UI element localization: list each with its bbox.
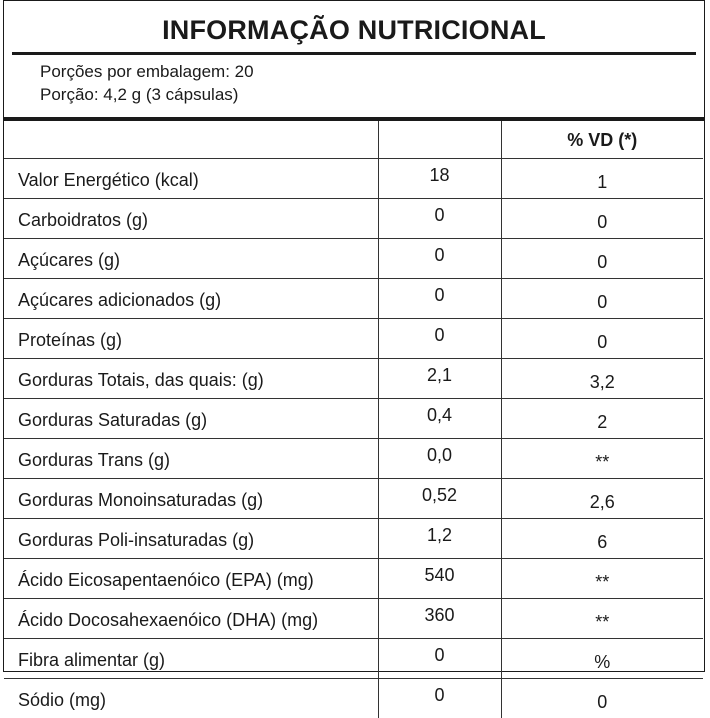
nutrient-vd-cell bbox=[501, 279, 703, 319]
nutrient-amount: 1,2 bbox=[427, 525, 452, 545]
nutrient-amount: 18 bbox=[429, 165, 449, 185]
nutrient-vd: 1 bbox=[597, 172, 607, 192]
label-title: INFORMAÇÃO NUTRICIONAL bbox=[4, 15, 704, 46]
nutrient-vd-cell bbox=[501, 359, 703, 399]
nutrient-amount-cell bbox=[378, 239, 501, 279]
nutrient-name: Gorduras Totais, das quais: (g) bbox=[4, 359, 378, 399]
nutrient-vd: 0 bbox=[597, 252, 607, 272]
nutrient-name: Açúcares (g) bbox=[4, 239, 378, 279]
nutrient-name: Sódio (mg) bbox=[4, 679, 378, 718]
nutrient-amount-cell bbox=[378, 319, 501, 359]
table-row bbox=[4, 559, 703, 599]
nutrient-vd: ** bbox=[595, 612, 609, 632]
nutrient-vd: 0 bbox=[597, 692, 607, 712]
servings-per-package: Porções por embalagem: 20 bbox=[40, 62, 254, 82]
nutrient-vd-cell bbox=[501, 519, 703, 559]
title-divider bbox=[12, 52, 696, 55]
table-row bbox=[4, 239, 703, 279]
table-row bbox=[4, 159, 703, 199]
nutrient-amount-cell bbox=[378, 359, 501, 399]
nutrient-vd: 3,2 bbox=[590, 372, 615, 392]
table-row bbox=[4, 319, 703, 359]
nutrient-amount: 0,4 bbox=[427, 405, 452, 425]
nutrient-vd-cell bbox=[501, 319, 703, 359]
nutrient-amount: 0 bbox=[434, 245, 444, 265]
nutrient-vd-cell bbox=[501, 439, 703, 479]
nutrient-vd: 2 bbox=[597, 412, 607, 432]
nutrient-vd: 2,6 bbox=[590, 492, 615, 512]
nutrient-amount-cell bbox=[378, 679, 501, 718]
nutrient-name: Gorduras Saturadas (g) bbox=[4, 399, 378, 439]
nutrient-vd-cell bbox=[501, 559, 703, 599]
nutrient-name: Ácido Eicosapentaenóico (EPA) (mg) bbox=[4, 559, 378, 599]
nutrient-vd-cell bbox=[501, 159, 703, 199]
nutrient-amount-cell bbox=[378, 639, 501, 679]
table-row bbox=[4, 399, 703, 439]
nutrient-name: Proteínas (g) bbox=[4, 319, 378, 359]
serving-size: Porção: 4,2 g (3 cápsulas) bbox=[40, 85, 238, 105]
nutrient-vd: % bbox=[594, 652, 610, 672]
nutrient-vd-cell bbox=[501, 199, 703, 239]
nutrient-vd: 0 bbox=[597, 292, 607, 312]
nutrient-name: Carboidratos (g) bbox=[4, 199, 378, 239]
nutrient-amount-cell bbox=[378, 599, 501, 639]
table-row bbox=[4, 199, 703, 239]
nutrient-amount: 0,52 bbox=[422, 485, 457, 505]
nutrient-name: Gorduras Trans (g) bbox=[4, 439, 378, 479]
nutrient-name: Açúcares adicionados (g) bbox=[4, 279, 378, 319]
nutrient-amount-cell bbox=[378, 439, 501, 479]
nutrient-amount-cell bbox=[378, 479, 501, 519]
nutrient-amount: 0 bbox=[434, 205, 444, 225]
nutrient-vd-cell bbox=[501, 639, 703, 679]
nutrient-amount-cell bbox=[378, 159, 501, 199]
nutrient-amount-cell bbox=[378, 559, 501, 599]
nutrient-name: Gorduras Monoinsaturadas (g) bbox=[4, 479, 378, 519]
nutrient-amount: 2,1 bbox=[427, 365, 452, 385]
nutrient-amount: 360 bbox=[424, 605, 454, 625]
nutrient-amount: 0 bbox=[434, 685, 444, 705]
table-row bbox=[4, 679, 703, 718]
nutrition-facts-label bbox=[3, 0, 705, 672]
table-row bbox=[4, 479, 703, 519]
nutrient-amount: 0 bbox=[434, 285, 444, 305]
nutrient-name: Ácido Docosahexaenóico (DHA) (mg) bbox=[4, 599, 378, 639]
nutrient-amount-cell bbox=[378, 519, 501, 559]
table-row bbox=[4, 439, 703, 479]
nutrient-vd: 0 bbox=[597, 212, 607, 232]
nutrient-amount: 0 bbox=[434, 325, 444, 345]
header-amount-cell bbox=[378, 121, 501, 159]
nutrient-name: Fibra alimentar (g) bbox=[4, 639, 378, 679]
nutrient-vd-cell bbox=[501, 679, 703, 718]
nutrient-amount-cell bbox=[378, 199, 501, 239]
nutrient-amount-cell bbox=[378, 399, 501, 439]
nutrient-name: Valor Energético (kcal) bbox=[4, 159, 378, 199]
nutrient-amount-cell bbox=[378, 279, 501, 319]
nutrient-vd: 0 bbox=[597, 332, 607, 352]
nutrient-name: Gorduras Poli-insaturadas (g) bbox=[4, 519, 378, 559]
nutrition-table-body bbox=[4, 121, 703, 718]
header-nutrient-cell bbox=[4, 121, 378, 159]
table-header-row bbox=[4, 121, 703, 159]
table-row bbox=[4, 279, 703, 319]
nutrient-vd-cell bbox=[501, 479, 703, 519]
nutrient-amount: 0,0 bbox=[427, 445, 452, 465]
nutrient-vd-cell bbox=[501, 599, 703, 639]
nutrient-vd-cell bbox=[501, 399, 703, 439]
table-row bbox=[4, 599, 703, 639]
table-row bbox=[4, 359, 703, 399]
table-row bbox=[4, 639, 703, 679]
nutrient-amount: 540 bbox=[424, 565, 454, 585]
nutrient-vd: 6 bbox=[597, 532, 607, 552]
table-row bbox=[4, 519, 703, 559]
nutrient-vd: ** bbox=[595, 452, 609, 472]
nutrient-vd: ** bbox=[595, 572, 609, 592]
vd-column-header: % VD (*) bbox=[501, 121, 703, 159]
nutrient-vd-cell bbox=[501, 239, 703, 279]
nutrient-amount: 0 bbox=[434, 645, 444, 665]
nutrition-table bbox=[4, 121, 703, 718]
